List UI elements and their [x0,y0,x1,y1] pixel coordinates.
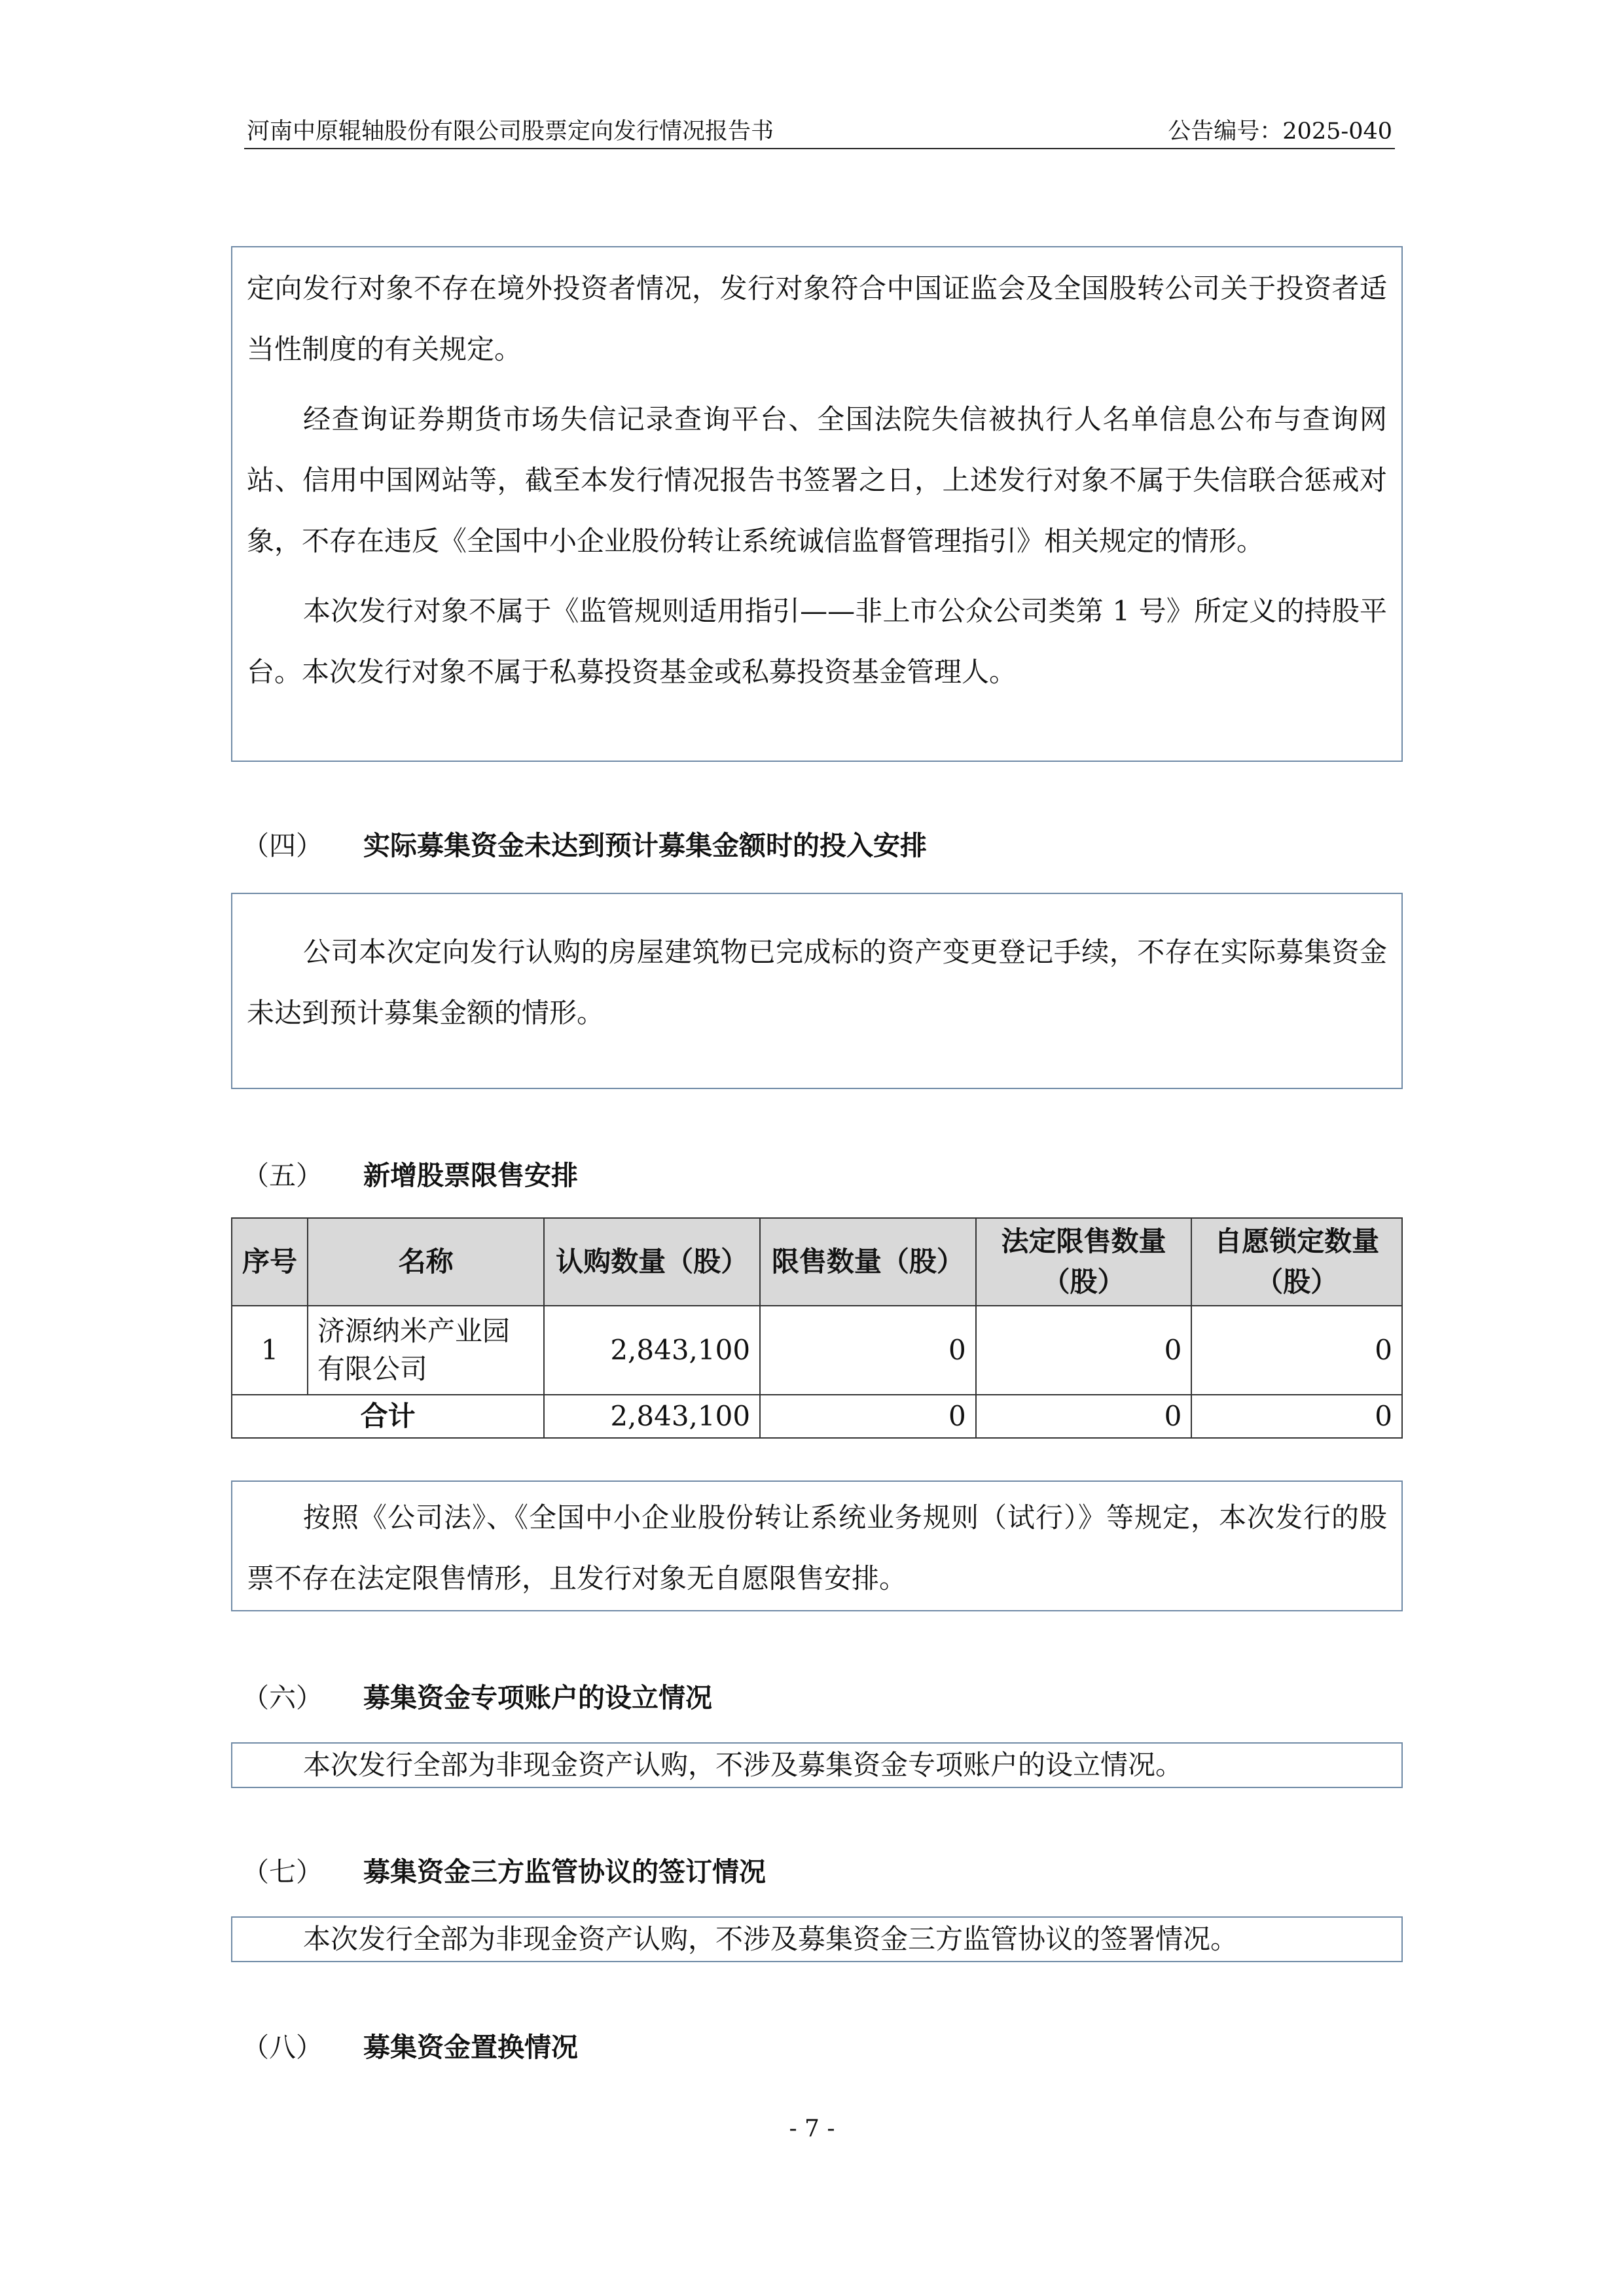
total-statutory: 0 [976,1395,1192,1438]
table-row [232,1306,1402,1395]
cell-name: 济源纳米产业园有限公司 [308,1306,544,1395]
paragraph: 公司本次定向发行认购的房屋建筑物已完成标的资产变更登记手续，不存在实际募集资金未达到预计募集金额的情形。 [247,936,1387,1029]
table-header-row [232,1218,1402,1306]
total-subscribed: 2,843,100 [544,1395,760,1438]
section-heading-4 [242,826,927,865]
tripartite-agreement-box [231,1916,1403,1962]
section-heading-8 [242,2028,578,2067]
section-number: （五） [242,1160,323,1191]
header-restricted: 限售数量（股） [760,1218,976,1306]
section-title: 募集资金置换情况 [363,2032,578,2063]
special-account-box [231,1742,1403,1788]
investor-compliance-box [231,246,1403,762]
cell-seq: 1 [232,1306,308,1395]
section-number: （六） [242,1682,323,1713]
section-title: 实际募集资金未达到预计募集金额时的投入安排 [363,830,927,861]
section-heading-7 [242,1852,766,1892]
page-header [244,115,1395,149]
section-number: （四） [242,830,323,861]
section-title: 新增股票限售安排 [363,1160,578,1191]
section-heading-6 [242,1678,712,1717]
section-title: 募集资金三方监管协议的签订情况 [363,1856,766,1888]
section-number: （七） [242,1856,323,1888]
restriction-note-box [231,1480,1403,1611]
header-name: 名称 [308,1218,544,1306]
paragraph: 按照《公司法》、《全国中小企业股份转让系统业务规则（试行）》等规定，本次发行的股票不存在法定限售情形，且发行对象无自愿限售安排。 [247,1501,1387,1594]
table-total-row [232,1395,1402,1438]
page-number: - 7 - [789,2115,835,2142]
paragraph: 本次发行对象不属于《监管规则适用指引——非上市公众公司类第 1 号》所定义的持股平台。本次发行对象不属于私募投资基金或私募投资基金管理人。 [247,595,1387,688]
shortfall-arrangement-box [231,893,1403,1089]
header-statutory: 法定限售数量（股） [976,1218,1192,1306]
paragraph: 经查询证券期货市场失信记录查询平台、全国法院失信被执行人名单信息公布与查询网站、信用中国网站等，截至本发行情况报告书签署之日，上述发行对象不属于失信联合惩戒对象，不存在违反《全国中小企业股份转让系统诚信监督管理指引》相关规定的情形。 [247,403,1387,557]
section-title: 募集资金专项账户的设立情况 [363,1682,712,1713]
header-seq: 序号 [232,1218,308,1306]
section-heading-5 [242,1156,578,1195]
document-title: 河南中原辊轴股份有限公司股票定向发行情况报告书 [247,118,774,145]
paragraph: 本次发行全部为非现金资产认购，不涉及募集资金三方监管协议的签署情况。 [303,1923,1238,1955]
header-subscribed: 认购数量（股） [544,1218,760,1306]
section-number: （八） [242,2032,323,2063]
total-restricted: 0 [760,1395,976,1438]
header-voluntary: 自愿锁定数量（股） [1191,1218,1402,1306]
paragraph: 本次发行全部为非现金资产认购，不涉及募集资金专项账户的设立情况。 [303,1749,1183,1781]
paragraph: 定向发行对象不存在境外投资者情况，发行对象符合中国证监会及全国股转公司关于投资者适当性制度的有关规定。 [247,272,1387,365]
total-voluntary: 0 [1191,1395,1402,1438]
cell-subscribed: 2,843,100 [544,1306,760,1395]
notice-number: 公告编号：2025-040 [1168,118,1392,145]
cell-voluntary: 0 [1191,1306,1402,1395]
cell-restricted: 0 [760,1306,976,1395]
restriction-table [231,1217,1403,1439]
cell-statutory: 0 [976,1306,1192,1395]
total-label: 合计 [232,1395,544,1438]
